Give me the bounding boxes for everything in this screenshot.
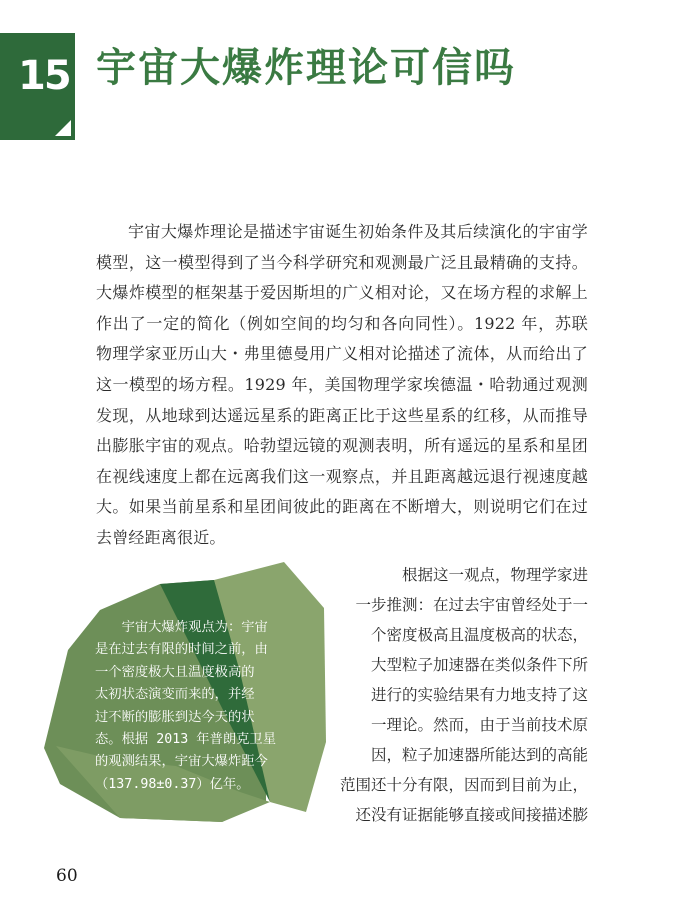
right-column-line: 一理论。然而，由于当前技术原 [370, 716, 588, 734]
sidebar-line: 一个密度极大且温度极高的 [95, 664, 255, 680]
right-column-line: 还没有证据能够直接或间接描述膨 [355, 806, 588, 824]
sidebar-line: 太初状态演变而来的，并经 [95, 687, 255, 703]
sidebar-line: 是在过去有限的时间之前，由 [95, 642, 268, 658]
right-column-line: 大型粒子加速器在类似条件下所 [370, 656, 588, 674]
page-title: 宇宙大爆炸理论可信吗 [96, 45, 516, 91]
corner-triangle-icon [55, 120, 71, 136]
right-column-line: 范围还十分有限，因而到目前为止， [339, 776, 588, 794]
right-column-line: 因，粒子加速器所能达到的高能 [370, 746, 588, 764]
right-column-line: 个密度极高且温度极高的状态， [370, 626, 588, 644]
body-paragraph: 宇宙大爆炸理论是描述宇宙诞生初始条件及其后续演化的宇宙学模型，这一模型得到了当今科学研究和观测最广泛且最精确的支持。大爆炸模型的框架基于爱因斯坦的广义相对论，又在场方程的求解上作出了一定的简化（例如空间的均匀和各向同性）。1922 年，苏联物理学家亚历山大・弗里德曼用广义相对论描述了流体，从而给出了这一模型的场方程。1929 年，美国物理学家埃德温・哈勃通过观测发现，从地球到达遥远星系的距离正比于这些星系的红移，从而推导出膨胀宇宙的观点。哈勃望远镜的观测表明，所有遥远的星系和星团在视线速度上都在远离我们这一观察点，并且距离越远退行视速度越大。如果当前星系和星团间彼此的距离在不断增大，则说明它们在过去曾经距离很近。 [96, 222, 588, 547]
sidebar-text [95, 617, 309, 796]
sidebar-line: （137.98±0.37）亿年。 [95, 776, 250, 792]
chapter-number: 15 [18, 53, 70, 99]
sidebar-line: 过不断的膨胀到达今天的状 [95, 709, 255, 725]
sidebar-line: 态。根据 2013 年普朗克卫星 [95, 732, 277, 748]
right-column-line: 根据这一观点，物理学家进 [401, 566, 588, 584]
page-number: 60 [56, 866, 78, 886]
right-column-text [332, 560, 588, 830]
sidebar-line: 宇宙大爆炸观点为：宇宙 [95, 620, 268, 635]
right-column-line: 一步推测：在过去宇宙曾经处于一 [355, 596, 588, 614]
right-column-line: 进行的实验结果有力地支持了这 [370, 686, 588, 704]
sidebar-line: 的观测结果，宇宙大爆炸距今 [95, 754, 268, 770]
chapter-badge [0, 33, 75, 140]
